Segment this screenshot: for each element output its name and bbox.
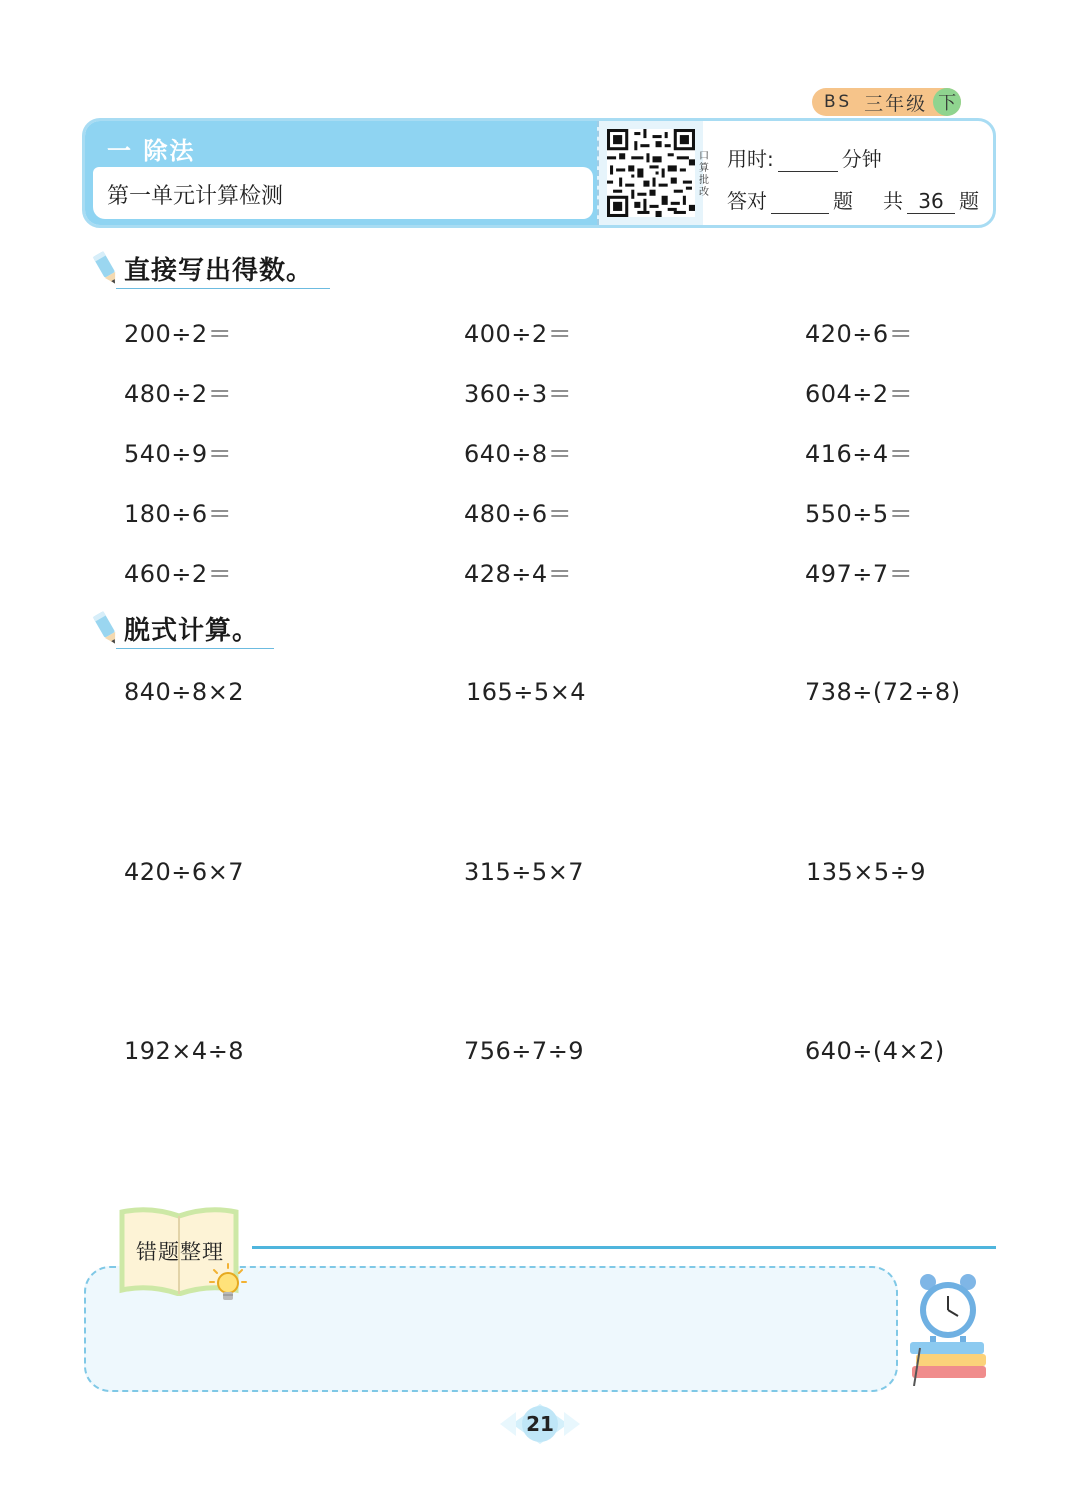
stepwise-problem: 192×4÷8 xyxy=(124,1037,245,1065)
question-unit: 题 xyxy=(833,189,853,213)
score-row xyxy=(727,185,979,214)
time-label: 用时: xyxy=(727,147,774,171)
error-section-line xyxy=(252,1246,996,1249)
stepwise-problem: 640÷(4×2) xyxy=(805,1037,945,1065)
correct-blank[interactable] xyxy=(771,195,829,214)
oral-problem: 640÷8＝ xyxy=(464,440,573,468)
total-count: 36 xyxy=(907,189,955,214)
unit-header xyxy=(82,118,996,228)
oral-problem: 200÷2＝ xyxy=(124,320,233,348)
unit-title-panel xyxy=(85,121,597,225)
oral-problem: 360÷3＝ xyxy=(464,380,573,408)
oral-problem: 480÷6＝ xyxy=(464,500,573,528)
qr-panel xyxy=(597,121,703,225)
oral-problem: 540÷9＝ xyxy=(124,440,233,468)
grade-label: 三年级 xyxy=(864,92,928,115)
total-unit: 题 xyxy=(959,189,979,213)
stepwise-problem: 738÷(72÷8) xyxy=(805,678,961,706)
oral-problem: 460÷2＝ xyxy=(124,560,233,588)
section-title-2: 脱式计算。 xyxy=(124,615,260,646)
term-label: 下 xyxy=(933,88,961,116)
time-blank[interactable] xyxy=(778,153,838,172)
unit-subtitle: 第一单元计算检测 xyxy=(107,184,284,209)
stepwise-problem: 756÷7÷9 xyxy=(464,1037,585,1065)
series-label: BS xyxy=(824,92,853,112)
unit-title: 一 除法 xyxy=(107,137,196,165)
qr-code-icon[interactable] xyxy=(607,129,695,217)
alarm-clock-icon xyxy=(906,1270,992,1386)
section-heading-1 xyxy=(90,248,313,288)
stepwise-problem: 165÷5×4 xyxy=(466,678,587,706)
oral-problem: 428÷4＝ xyxy=(464,560,573,588)
page-number: 21 xyxy=(526,1412,554,1436)
oral-problem: 400÷2＝ xyxy=(464,320,573,348)
book-stack-icon xyxy=(910,1342,986,1386)
stepwise-problem: 315÷5×7 xyxy=(464,858,585,886)
oral-problem: 604÷2＝ xyxy=(805,380,914,408)
stepwise-problem: 420÷6×7 xyxy=(124,858,245,886)
qr-caption: 口算批改 xyxy=(699,151,709,198)
section-title-1: 直接写出得数。 xyxy=(124,255,314,286)
pencil-icon xyxy=(90,608,122,648)
lightbulb-icon xyxy=(208,1262,248,1306)
oral-problem: 497÷7＝ xyxy=(805,560,914,588)
oral-problem: 180÷6＝ xyxy=(124,500,233,528)
oral-problem: 416÷4＝ xyxy=(805,440,914,468)
total-label: 共 xyxy=(883,189,903,213)
section-heading-2 xyxy=(90,608,259,648)
pencil-icon xyxy=(90,248,122,288)
correct-label: 答对 xyxy=(727,189,767,213)
grade-badge xyxy=(812,88,961,116)
stepwise-problem: 135×5÷9 xyxy=(806,858,927,886)
oral-problem: 550÷5＝ xyxy=(805,500,914,528)
section-underline-1 xyxy=(116,288,330,289)
unit-subtitle-box xyxy=(93,167,593,219)
time-unit: 分钟 xyxy=(841,147,882,171)
oral-problem: 480÷2＝ xyxy=(124,380,233,408)
error-section-label: 错题整理 xyxy=(136,1240,224,1264)
stepwise-problem: 840÷8×2 xyxy=(124,678,245,706)
oral-problem: 420÷6＝ xyxy=(805,320,914,348)
section-underline-2 xyxy=(116,648,274,649)
time-row xyxy=(727,143,882,172)
